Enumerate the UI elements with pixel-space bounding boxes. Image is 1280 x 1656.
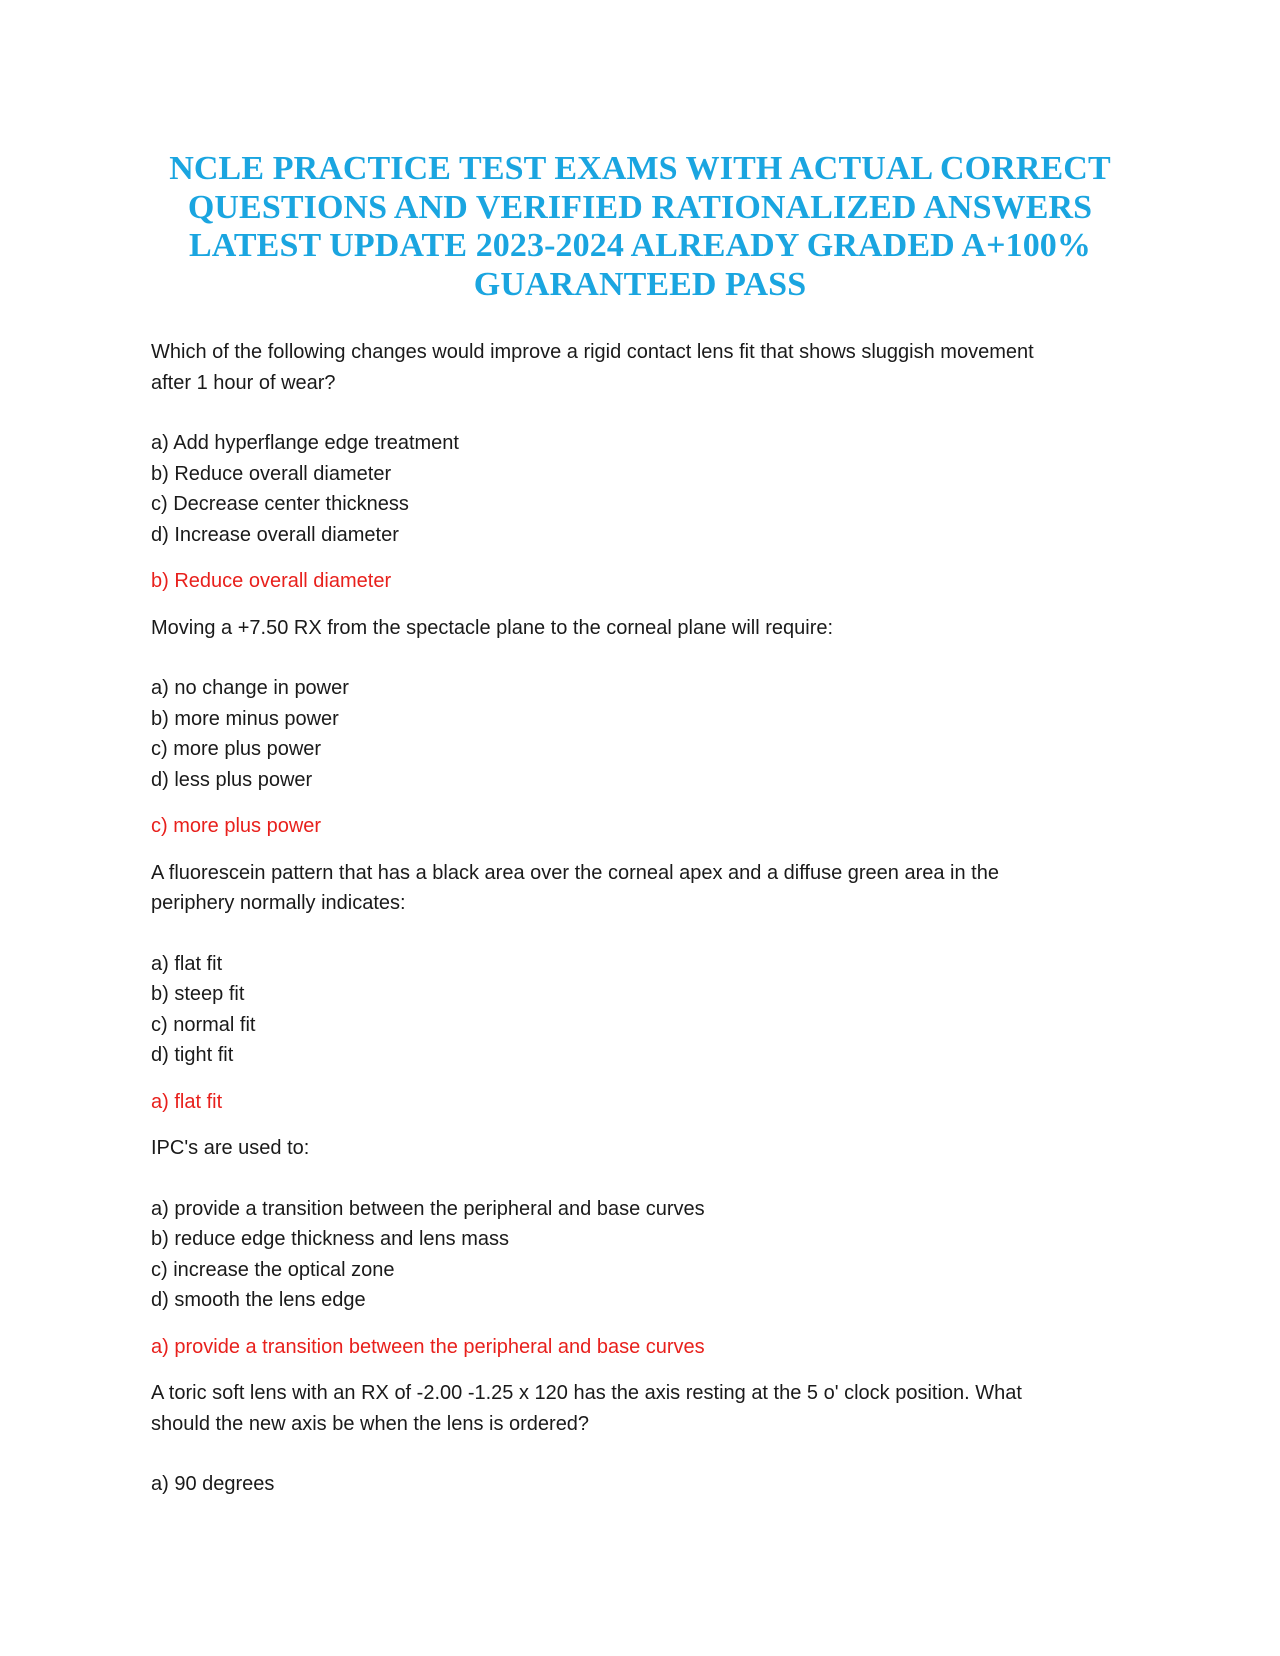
correct-answer: b) Reduce overall diameter — [151, 570, 392, 592]
option-item: a) no change in power — [151, 677, 349, 699]
question-line: IPC's are used to: — [151, 1137, 310, 1159]
option-item: a) provide a transition between the peripheral and base curves — [151, 1197, 705, 1220]
option-item: d) Increase overall diameter — [151, 523, 399, 546]
title-line: LATEST UPDATE 2023-2024 ALREADY GRADED A+100% — [189, 227, 1091, 264]
option-item: a) Add hyperflange edge treatment — [151, 432, 459, 454]
option-item: b) steep fit — [151, 983, 245, 1005]
question-text — [151, 1378, 1131, 1439]
question-line: periphery normally indicates: — [151, 892, 406, 914]
question-block — [151, 1133, 1131, 1362]
correct-answer: c) more plus power — [151, 815, 322, 837]
option-item: a) 90 degrees — [151, 1473, 275, 1495]
title-line: NCLE PRACTICE TEST EXAMS WITH ACTUAL CORRECT — [169, 150, 1111, 187]
option-list — [151, 1469, 1131, 1500]
option-list — [151, 428, 1131, 550]
option-item: b) more minus power — [151, 707, 339, 730]
option-list — [151, 949, 1131, 1071]
question-block — [151, 613, 1131, 842]
option-item: b) Reduce overall diameter — [151, 462, 392, 485]
question-block — [151, 337, 1131, 597]
question-list — [151, 337, 1131, 1500]
question-text — [151, 1133, 1131, 1164]
question-text — [151, 613, 1131, 644]
correct-answer: a) provide a transition between the peripheral and base curves — [151, 1335, 705, 1358]
option-list — [151, 1194, 1131, 1316]
question-block — [151, 1378, 1131, 1500]
correct-answer: a) flat fit — [151, 1090, 223, 1113]
question-line: Which of the following changes would improve a rigid contact lens fit that shows sluggish movement — [151, 341, 1034, 363]
question-line: A toric soft lens with an RX of -2.00 -1.25 x 120 has the axis resting at the 5 o' clock position. What — [151, 1382, 1022, 1404]
question-line: should the new axis be when the lens is ordered? — [151, 1412, 590, 1435]
option-item: a) flat fit — [151, 952, 223, 975]
document-title — [150, 150, 1130, 304]
option-item: d) less plus power — [151, 768, 313, 791]
question-line: A fluorescein pattern that has a black area over the corneal apex and a diffuse green area in the — [151, 861, 999, 884]
option-item: d) tight fit — [151, 1044, 234, 1066]
question-line: after 1 hour of wear? — [151, 371, 336, 394]
option-item: c) Decrease center thickness — [151, 493, 409, 515]
option-item: c) increase the optical zone — [151, 1258, 395, 1281]
option-item: b) reduce edge thickness and lens mass — [151, 1228, 509, 1250]
title-line: QUESTIONS AND VERIFIED RATIONALIZED ANSWERS — [187, 188, 1093, 226]
question-line: Moving a +7.50 RX from the spectacle plane to the corneal plane will require: — [151, 616, 834, 639]
option-list — [151, 673, 1131, 795]
question-block — [151, 858, 1131, 1118]
question-text — [151, 858, 1131, 919]
question-text — [151, 337, 1131, 398]
option-item: c) more plus power — [151, 738, 322, 760]
option-item: c) normal fit — [151, 1013, 256, 1036]
option-item: d) smooth the lens edge — [151, 1289, 366, 1311]
title-line: GUARANTEED PASS — [473, 265, 807, 303]
